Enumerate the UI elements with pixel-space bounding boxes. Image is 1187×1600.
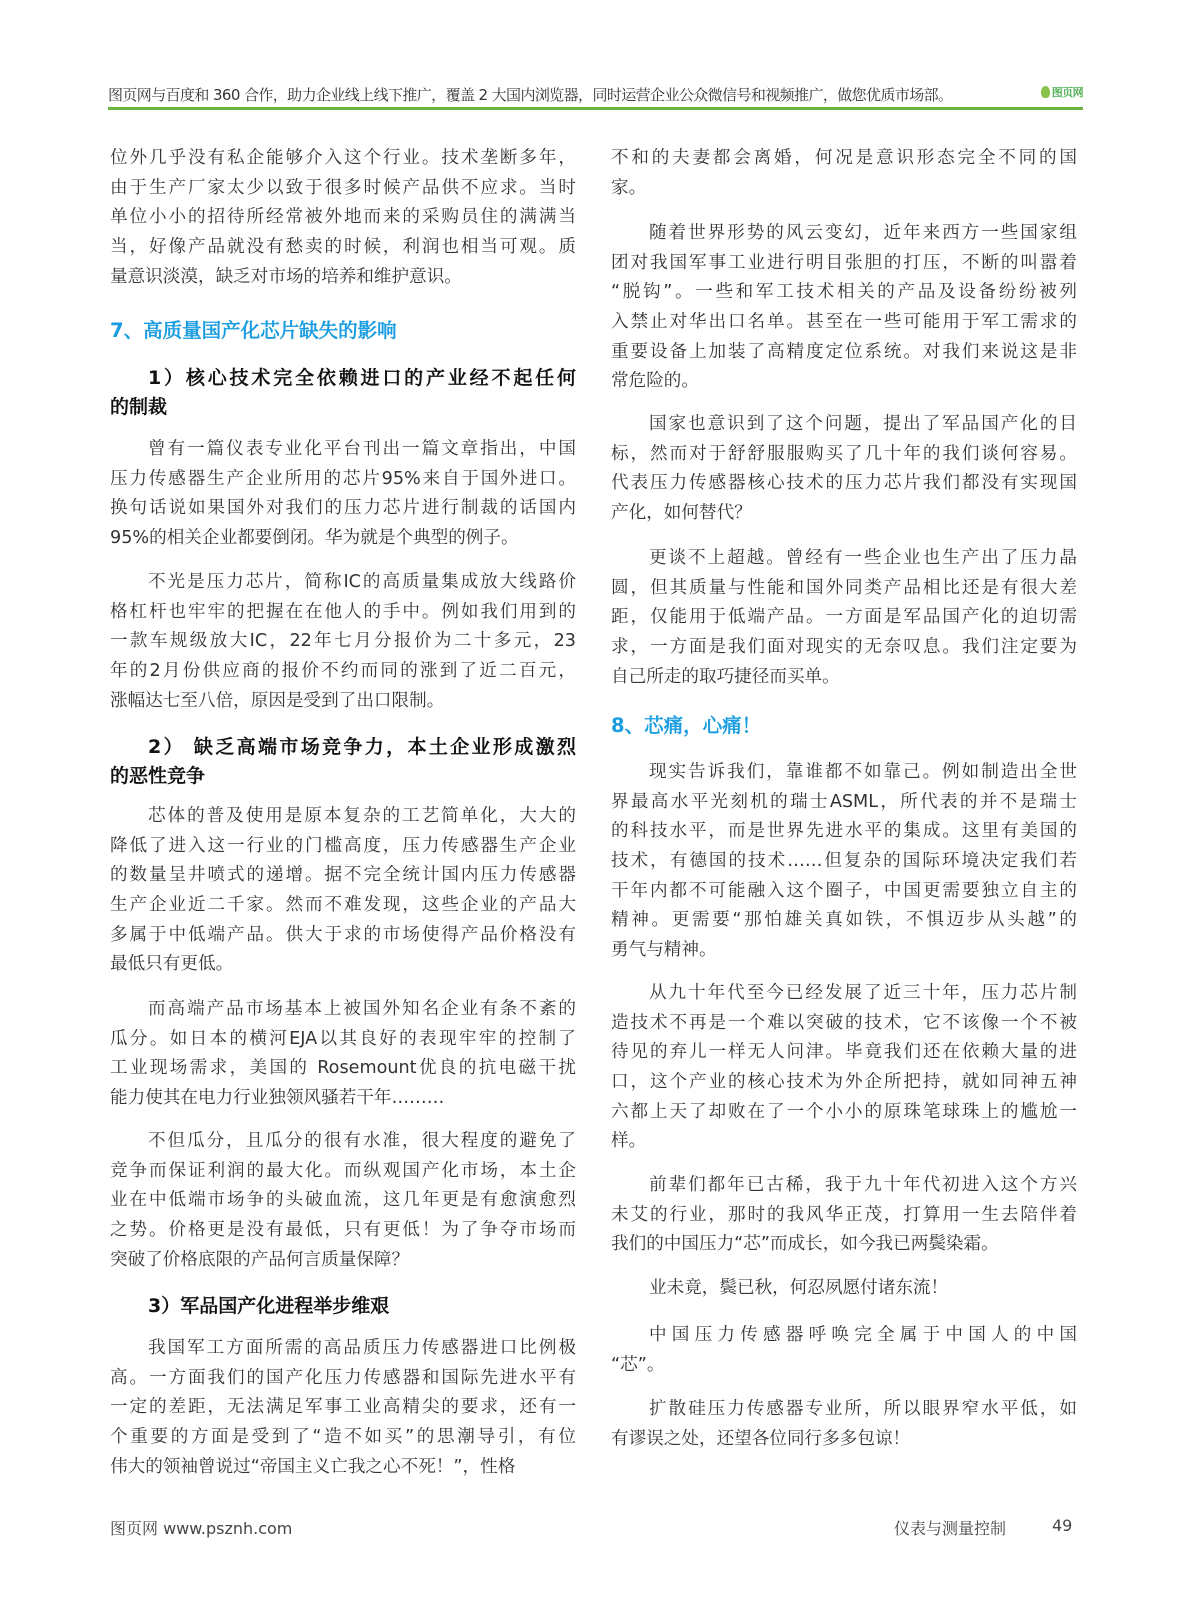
- text-line: 技术，有德国的技术……但复杂的国际环境决定我们若: [611, 851, 1077, 872]
- text-line: 由于生产厂家太少以致于很多时候产品供不应求。当时: [110, 177, 576, 198]
- text-line: 界最高水平光刻机的瑞士ASML，所代表的并不是瑞士: [611, 791, 1077, 812]
- paragraph: [110, 1334, 576, 1482]
- text-line: 国家也意识到了这个问题，提出了军品国产化的目: [649, 414, 1077, 434]
- text-line: 当，好像产品就没有愁卖的时候，利润也相当可观。质: [110, 237, 576, 258]
- text-line: 我国军工方面所需的高品质压力传感器进口比例极: [148, 1338, 576, 1358]
- text-line: 不和的夫妻都会离婚，何况是意识形态完全不同的国: [611, 148, 1077, 168]
- text-line: 格杠杆也牢牢的把握在在他人的手中。例如我们用到的: [110, 601, 576, 622]
- text-line: 一定的差距，无法满足军事工业高精尖的要求，还有一: [110, 1397, 576, 1418]
- text-line: 待见的弃儿一样无人问津。毕竟我们还在依赖大量的进: [611, 1042, 1077, 1063]
- text-line: “脱钩”。一些和军工技术相关的产品及设备纷纷被列: [611, 282, 1077, 303]
- text-line: 自己所走的取巧捷径而买单。: [611, 666, 840, 687]
- text-line: 瓜分。如日本的横河EJA以其良好的表现牢牢的控制了: [110, 1028, 576, 1049]
- paragraph: [611, 544, 1077, 692]
- text-line: 一款车规级放大IC，22年七月分报价为二十多元，23: [110, 631, 576, 652]
- paragraph: [611, 1171, 1077, 1260]
- text-line: 的科技水平，而是世界先进水平的集成。这里有美国的: [611, 821, 1077, 842]
- text-line: 伟大的领袖曾说过“帝国主义亡我之心不死！”，性格: [110, 1456, 516, 1477]
- text-line: 勇气与精神。: [611, 940, 717, 961]
- text-line: 曾有一篇仪表专业化平台刊出一篇文章指出，中国: [148, 439, 576, 459]
- text-line: 不光是压力芯片，简称IC的高质量集成放大线路价: [148, 572, 576, 592]
- text-line: 距，仅能用于低端产品。一方面是军品国产化的迫切需: [611, 607, 1077, 628]
- text-line: 量意识淡漠，缺乏对市场的培养和维护意识。: [110, 266, 462, 287]
- subsection-heading: [110, 1292, 576, 1321]
- text-line: 不但瓜分，且瓜分的很有水准，很大程度的避免了: [148, 1131, 576, 1151]
- text-line: 入禁止对华出口名单。甚至在一些可能用于军工需求的: [611, 312, 1077, 333]
- paragraph: [611, 1274, 1077, 1304]
- text-line: 最低只有更低。: [110, 954, 234, 975]
- text-line: 的数量呈井喷式的递增。据不完全统计国内压力传感器: [110, 865, 576, 886]
- text-line: 标，然而对于舒舒服服购买了几十年的我们谈何容易。: [611, 443, 1077, 464]
- text-line: 生产企业近二千家。然而不难发现，这些企业的产品大: [110, 895, 576, 916]
- mascot-icon: [1041, 86, 1050, 98]
- text-line: 2） 缺乏高端市场竞争力，本土企业形成激烈: [148, 736, 576, 758]
- paragraph: [110, 1127, 576, 1275]
- page-header: [108, 84, 1083, 106]
- text-line: 产化，如何替代？: [611, 503, 752, 524]
- text-line: 位外几乎没有私企能够介入这个行业。技术垄断多年，: [110, 148, 576, 168]
- text-line: 家。: [611, 177, 647, 198]
- text-line: 有谬误之处，还望各位同行多多包谅！: [611, 1428, 911, 1449]
- text-line: 业在中低端市场争的头破血流，这几年更是有愈演愈烈: [110, 1190, 576, 1211]
- text-line: 中国压力传感器呼唤完全属于中国人的中国: [649, 1325, 1077, 1345]
- paragraph: [611, 410, 1077, 529]
- text-line: 1）核心技术完全依赖进口的产业经不起任何: [148, 367, 576, 389]
- section-heading: 8、芯痛，心痛！: [611, 714, 762, 737]
- text-line: 个重要的方面是受到了“造不如买”的思潮导引，有位: [110, 1427, 576, 1448]
- text-line: 3）军品国产化进程举步维艰: [148, 1295, 390, 1317]
- paragraph: [110, 144, 576, 292]
- text-line: 代表压力传感器核心技术的压力芯片我们都没有实现国: [611, 473, 1077, 494]
- page-number: 49: [1052, 1516, 1073, 1535]
- text-line: 常危险的。: [611, 371, 699, 392]
- text-line: 突破了价格底限的产品何言质量保障？: [110, 1249, 410, 1270]
- paragraph: [110, 802, 576, 980]
- text-line: 单位小小的招待所经常被外地而来的采购员住的满满当: [110, 207, 576, 228]
- text-line: 前辈们都年已古稀，我于九十年代初进入这个方兴: [649, 1175, 1077, 1195]
- text-line: 未艾的行业，那时的我风华正茂，打算用一生去陪伴着: [611, 1204, 1077, 1225]
- text-line: 之势。价格更是没有最低，只有更低！为了争夺市场而: [110, 1220, 576, 1241]
- text-line: 随着世界形势的风云变幻，近年来西方一些国家组: [649, 223, 1077, 243]
- text-line: 圆，但其质量与性能和国外同类产品相比还是有很大差: [611, 577, 1077, 598]
- text-line: 的恶性竞争: [110, 765, 206, 787]
- text-line: 能力使其在电力行业独领风骚若干年………: [110, 1088, 445, 1109]
- footer-magazine-title: 仪表与测量控制: [894, 1519, 1007, 1538]
- text-line: 年的2月份供应商的报价不约而同的涨到了近二百元，: [110, 661, 576, 682]
- site-logo: [1041, 84, 1083, 100]
- text-line: 换句话说如果国外对我们的压力芯片进行制裁的话国内: [110, 498, 576, 519]
- text-line: 降低了进入这一行业的门槛高度，压力传感器生产企业: [110, 835, 576, 856]
- text-line: 求，一方面是我们面对现实的无奈叹息。我们注定要为: [611, 637, 1077, 658]
- footer-site: 图页网 www.psznh.com: [110, 1519, 293, 1538]
- text-line: 更谈不上超越。曾经有一些企业也生产出了压力晶: [649, 548, 1077, 568]
- text-line: 扩散硅压力传感器专业所，所以眼界窄水平低，如: [649, 1399, 1077, 1419]
- text-line: 多属于中低端产品。供大于求的市场使得产品价格没有: [110, 924, 576, 945]
- text-line: 而高端产品市场基本上被国外知名企业有条不紊的: [148, 999, 576, 1019]
- text-line: 造技术不再是一个难以突破的技术，它不该像一个不被: [611, 1012, 1077, 1033]
- subsection-heading: [110, 364, 576, 422]
- text-line: 竞争而保证利润的最大化。而纵观国产化市场，本土企: [110, 1160, 576, 1181]
- subsection-heading: [110, 733, 576, 791]
- text-line: 团对我国军事工业进行明目张胆的打压，不断的叫嚣着: [611, 252, 1077, 273]
- text-line: 现实告诉我们，靠谁都不如靠己。例如制造出全世: [649, 762, 1077, 782]
- text-line: 的制裁: [110, 396, 168, 418]
- paragraph: [110, 995, 576, 1114]
- paragraph: [611, 758, 1077, 966]
- text-line: 我们的中国压力“芯”而成长，如今我已两鬓染霜。: [611, 1234, 999, 1255]
- text-line: 样。: [611, 1131, 647, 1152]
- paragraph: [611, 219, 1077, 397]
- section-heading: 7、高质量国产化芯片缺失的影响: [110, 319, 397, 342]
- paragraph: [611, 1395, 1077, 1454]
- logo-text: 图页网: [1051, 86, 1083, 99]
- text-line: 口，这个产业的核心技术为外企所把持，就如同神五神: [611, 1072, 1077, 1093]
- text-line: 工业现场需求，美国的 Rosemount优良的抗电磁干扰: [110, 1058, 576, 1079]
- text-line: 涨幅达七至八倍，原因是受到了出口限制。: [110, 690, 445, 711]
- text-line: 干年内都不可能融入这个圈子，中国更需要独立自主的: [611, 880, 1077, 901]
- text-line: 高。一方面我们的国产化压力传感器和国际先进水平有: [110, 1367, 576, 1388]
- text-line: 六都上天了却败在了一个小小的原珠笔球珠上的尴尬一: [611, 1101, 1077, 1122]
- header-divider: [108, 107, 1083, 110]
- text-line: 重要设备上加装了高精度定位系统。对我们来说这是非: [611, 341, 1077, 362]
- text-line: 芯体的普及使用是原本复杂的工艺简单化，大大的: [148, 806, 576, 826]
- text-line: 从九十年代至今已经发展了近三十年，压力芯片制: [649, 983, 1077, 1003]
- text-line: 精神。更需要“那怕雄关真如铁，不惧迈步从头越”的: [611, 910, 1077, 931]
- text-line: “芯”。: [611, 1354, 665, 1375]
- paragraph: [611, 1321, 1077, 1380]
- text-line: 压力传感器生产企业所用的芯片95%来自于国外进口。: [110, 468, 576, 489]
- header-banner: 图页网与百度和 360 合作，助力企业线上线下推广，覆盖 2 大国内浏览器，同时运营企业公众微信号和视频推广，做您优质市场部。: [108, 86, 953, 104]
- paragraph: [110, 568, 576, 716]
- paragraph: [611, 979, 1077, 1157]
- paragraph: [611, 144, 1077, 203]
- text-line: 业未竟，鬓已秋，何忍夙愿付诸东流！: [649, 1278, 949, 1298]
- paragraph: [110, 435, 576, 554]
- text-line: 95%的相关企业都要倒闭。华为就是个典型的例子。: [110, 528, 519, 549]
